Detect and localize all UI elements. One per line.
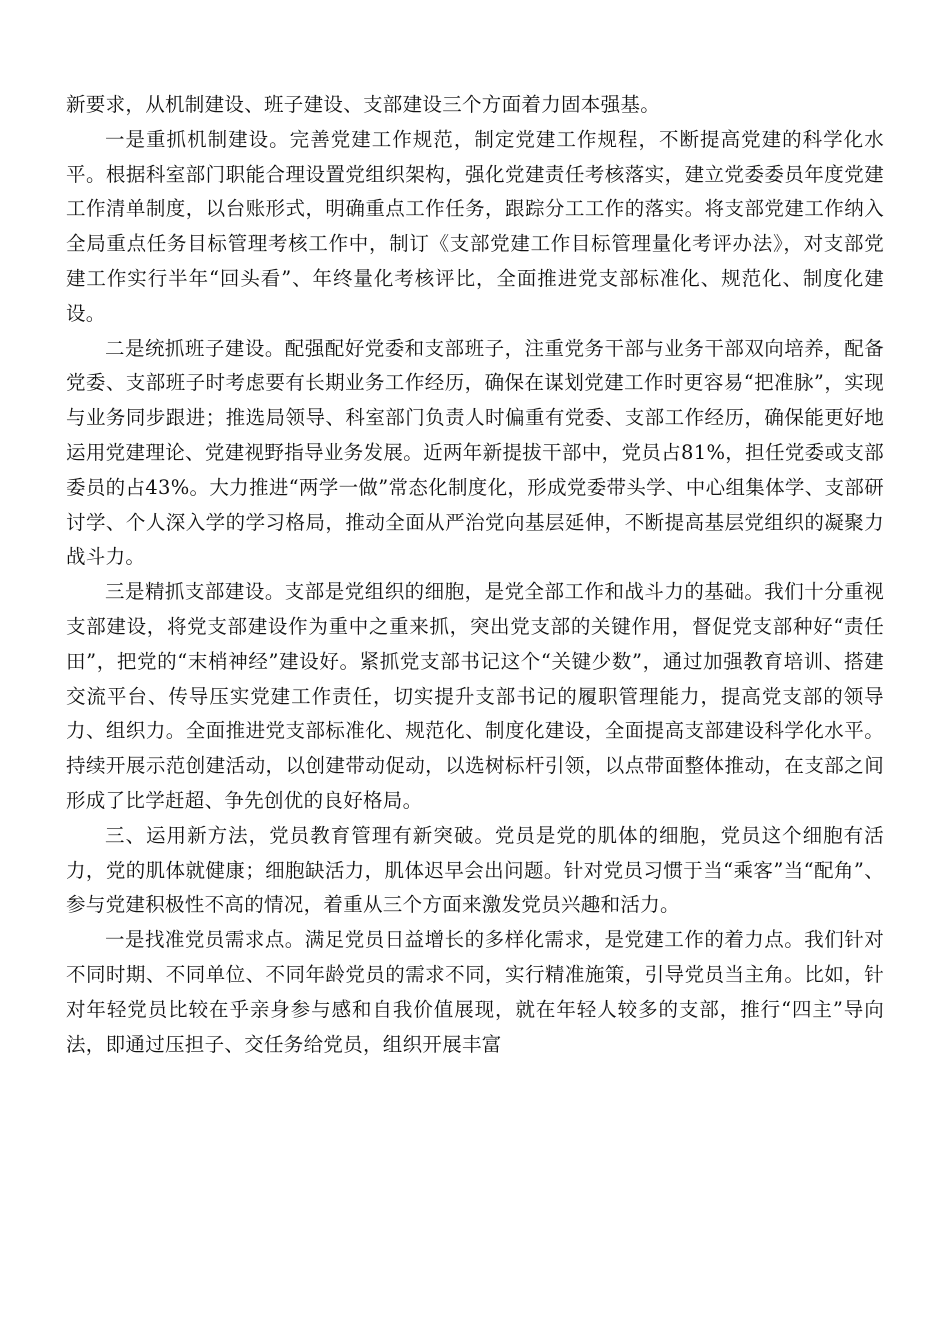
paragraph-member-needs: 一是找准党员需求点。满足党员日益增长的多样化需求，是党建工作的着力点。我们针对不同时期、不同单位、不同年龄党员的需求不同，实行精准施策，引导党员当主角。比如，针对年轻党员比较在乎亲身参与感和自我价值展现，就在年轻人较多的支部，推行“四主”导向法，即通过压担子、交任务给党员，组织开展丰富 (66, 928, 884, 1056)
paragraph-team: 二是统抓班子建设。配强配好党委和支部班子，注重党务干部与业务干部双向培养，配备党委、支部班子时考虑要有长期业务工作经历，确保在谋划党建工作时更容易“把准脉”，实现与业务同步跟进；推选局领导、科室部门负责人时偏重有党委、支部工作经历，确保能更好地运用党建理论、党建视野指导业务发展。近两年新提拔干部中，党员占81%，担任党委或支部委员的占43%。大力推进“两学一做”常态化制度化，形成党委带头学、中心组集体学、支部研讨学、个人深入学的学习格局，推动全面从严治党向基层延伸，不断提高基层党组织的凝聚力战斗力。 (66, 336, 884, 569)
paragraph-new-methods: 三、运用新方法，党员教育管理有新突破。党员是党的肌体的细胞，党员这个细胞有活力，党的肌体就健康；细胞缺活力，肌体迟早会出问题。针对党员习惯于当“乘客”当“配角”、参与党建积极性不高的情况，着重从三个方面来激发党员兴趣和活力。 (66, 823, 884, 917)
paragraph-intro: 新要求，从机制建设、班子建设、支部建设三个方面着力固本强基。 (66, 93, 661, 116)
paragraph-mechanism: 一是重抓机制建设。完善党建工作规范，制定党建工作规程，不断提高党建的科学化水平。根据科室部门职能合理设置党组织架构，强化党建责任考核落实，建立党委委员年度党建工作清单制度，以台账形式，明确重点工作任务，跟踪分工工作的落实。将支部党建工作纳入全局重点任务目标管理考核工作中，制订《支部党建工作目标管理量化考评办法》，对支部党建工作实行半年“回头看”、年终量化考核评比，全面推进党支部标准化、规范化、制度化建设。 (66, 127, 884, 325)
paragraph-branch: 三是精抓支部建设。支部是党组织的细胞，是党全部工作和战斗力的基础。我们十分重视支部建设，将党支部建设作为重中之重来抓，突出党支部的关键作用，督促党支部种好“责任田”，把党的“末梢神经”建设好。紧抓党支部书记这个“关键少数”，通过加强教育培训、搭建交流平台、传导压实党建工作责任，切实提升支部书记的履职管理能力，提高党支部的领导力、组织力。全面推进党支部标准化、规范化、制度化建设，全面提高支部建设科学化水平。持续开展示范创建活动，以创建带动促动，以选树标杆引领，以点带面整体推动，在支部之间形成了比学赶超、争先创优的良好格局。 (66, 580, 884, 812)
document-page (66, 88, 884, 1062)
